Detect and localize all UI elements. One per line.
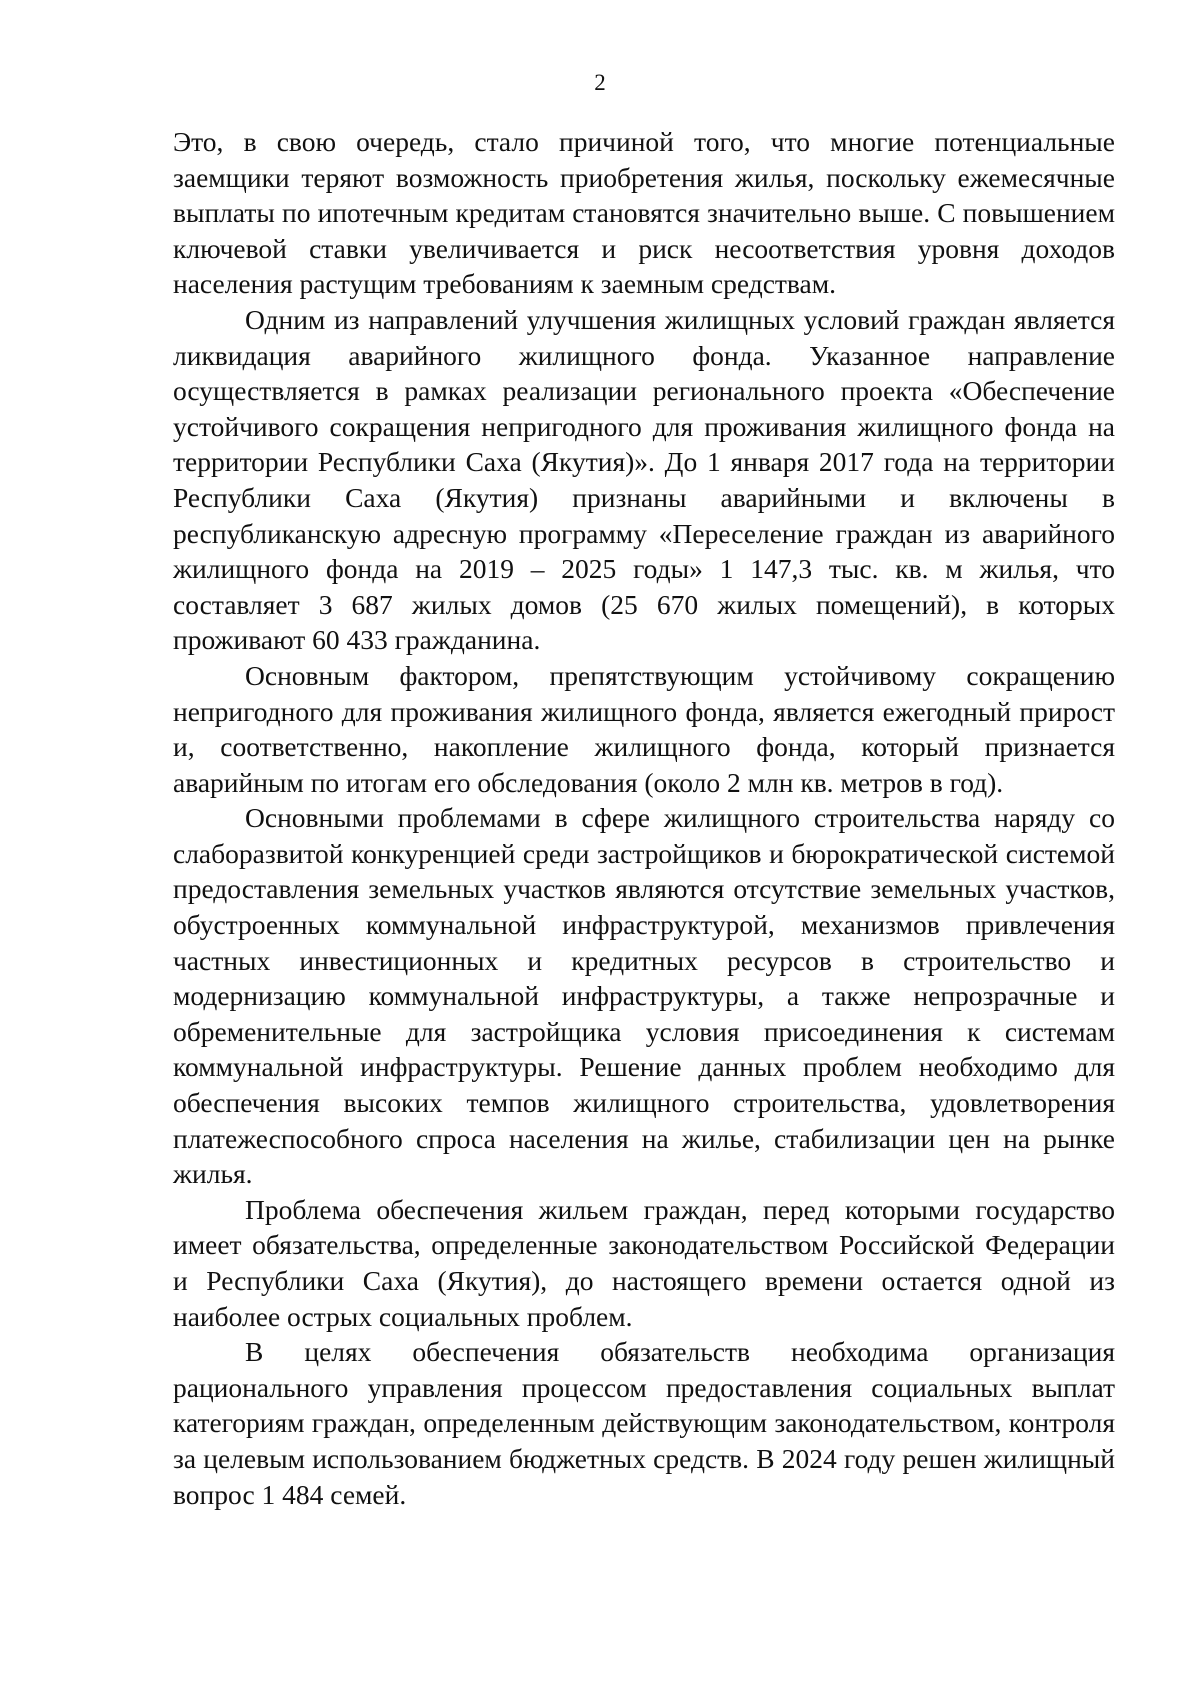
paragraph-mortgage-payments: Это, в свою очередь, стало причиной того, что многие потенциальные заемщики теряют возможность приобретения жилья, поскольку ежемесячные выплаты по ипотечным кредитам становятся значительно выше. С повышением ключевой ставки увеличивается и риск несоответствия уровня доходов населения растущим требованиям к заемным средствам.: [173, 126, 1115, 300]
paragraph-housing-obligations: Проблема обеспечения жильем граждан, перед которыми государство имеет обязательства, определенные законодательством Российской Федерации и Республики Саха (Якутия), до настоящего времени остается одной из наиболее острых социальных проблем.: [173, 1193, 1115, 1332]
document-body: [173, 124, 1115, 1512]
paragraph-emergency-housing: Одним из направлений улучшения жилищных условий граждан является ликвидация аварийного жилищного фонда. Указанное направление осуществляется в рамках реализации регионального проекта «Обеспечение устойчивого сокращения непригодного для проживания жилищного фонда на территории Республики Саха (Якутия)». До 1 января 2017 года на территории Республики Саха (Якутия) признаны аварийными и включены в республиканскую адресную программу «Переселение граждан из аварийного жилищного фонда на 2019 – 2025 годы» 1 147,3 тыс. кв. м жилья, что составляет 3 687 жилых домов (25 670 жилых помещений), в которых проживают 60 433 гражданина.: [173, 303, 1115, 656]
paragraph-social-payments: В целях обеспечения обязательств необходима организация рационального управления процессом предоставления социальных выплат категориям граждан, определенным действующим законодательством, контроля за целевым использованием бюджетных средств. В 2024 году решен жилищный вопрос 1 484 семей.: [173, 1336, 1115, 1510]
paragraph-main-factor: Основным фактором, препятствующим устойчивому сокращению непригодного для проживания жилищного фонда, является ежегодный прирост и, соответственно, накопление жилищного фонда, который признается аварийным по итогам его обследования (около 2 млн кв. метров в год).: [173, 659, 1115, 798]
page-number: 2: [594, 70, 606, 95]
paragraph-construction-problems: Основными проблемами в сфере жилищного строительства наряду со слаборазвитой конкуренцией среди застройщиков и бюрократической системой предоставления земельных участков являются отсутствие земельных участков, обустроенных коммунальной инфраструктурой, механизмов привлечения частных инвестиционных и кредитных ресурсов в строительство и модернизацию коммунальной инфраструктуры, а также непрозрачные и обременительные для застройщика условия присоединения к системам коммунальной инфраструктуры. Решение данных проблем необходимо для обеспечения высоких темпов жилищного строительства, удовлетворения платежеспособного спроса населения на жилье, стабилизации цен на рынке жилья.: [173, 802, 1115, 1190]
